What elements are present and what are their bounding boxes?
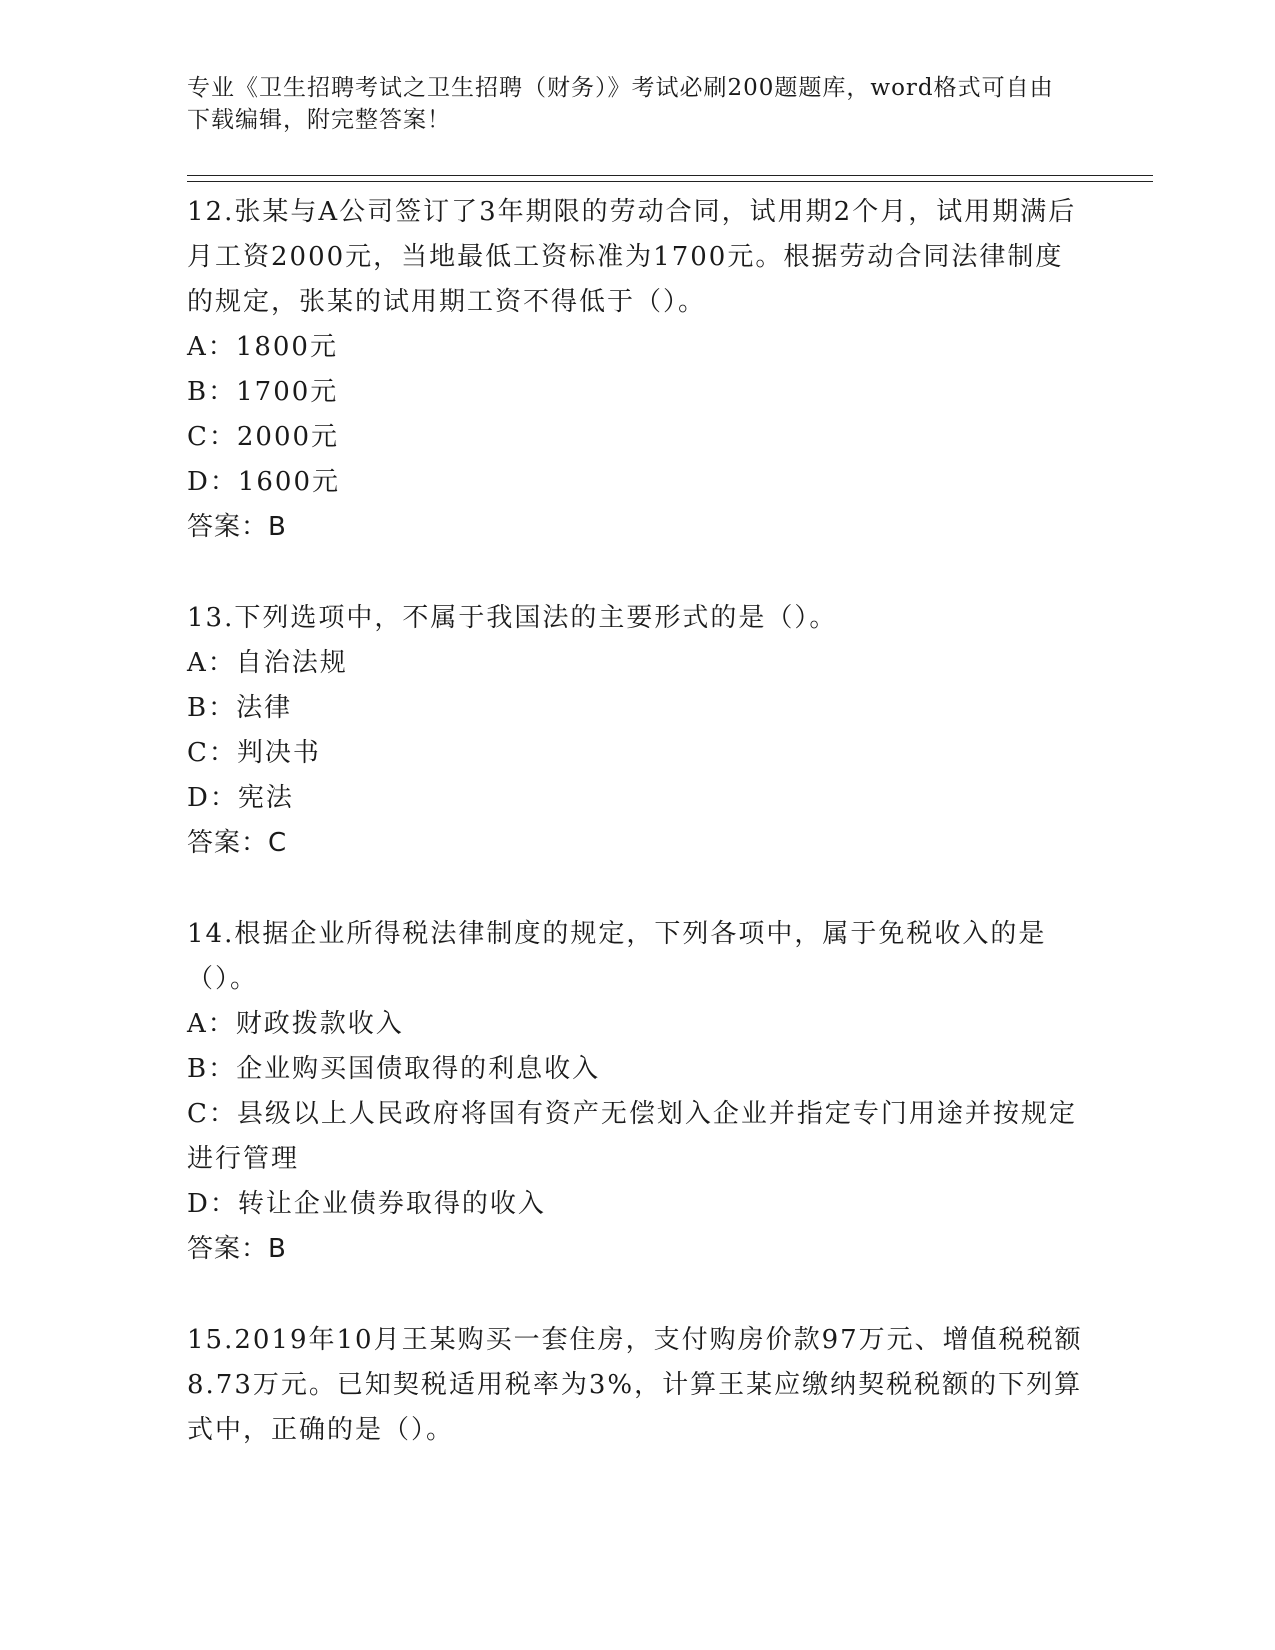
option-b: B：法律	[187, 693, 293, 723]
option-c: C：县级以上人民政府将国有资产无偿划入企业并指定专门用途并按规定进行管理	[187, 1099, 1077, 1174]
option-d: D：宪法	[187, 783, 294, 813]
question-stem: 12.张某与A公司签订了3年期限的劳动合同，试用期2个月，试用期满后月工资2000元，当地最低工资标准为1700元。根据劳动合同法律制度的规定，张某的试用期工资不得低于（）。	[187, 197, 1077, 317]
header-divider-bottom	[187, 181, 1153, 182]
option-b: B：1700元	[187, 377, 339, 407]
question-12	[187, 190, 1087, 550]
answer-line: 答案：B	[187, 512, 287, 542]
option-c: C：判决书	[187, 738, 321, 768]
document-header: 专业《卫生招聘考试之卫生招聘（财务）》考试必刷200题题库，word格式可自由下载编辑，附完整答案！	[187, 75, 1054, 133]
question-stem: 15.2019年10月王某购买一套住房，支付购房价款97万元、增值税税额8.73万元。已知契税适用税率为3%，计算王某应缴纳契税税额的下列算式中，正确的是（）。	[187, 1325, 1083, 1445]
answer-line: 答案：B	[187, 1234, 287, 1264]
question-15	[187, 1318, 1087, 1453]
option-a: A：1800元	[187, 332, 338, 362]
header-divider-top	[187, 175, 1153, 176]
answer-line: 答案：C	[187, 828, 288, 858]
question-14	[187, 912, 1087, 1272]
question-stem: 14.根据企业所得税法律制度的规定，下列各项中，属于免税收入的是（）。	[187, 919, 1047, 994]
question-list	[187, 190, 1087, 1499]
option-a: A：自治法规	[187, 648, 348, 678]
option-a: A：财政拨款收入	[187, 1009, 404, 1039]
option-d: D：1600元	[187, 467, 341, 497]
question-13	[187, 596, 1087, 866]
option-b: B：企业购买国债取得的利息收入	[187, 1054, 601, 1084]
option-c: C：2000元	[187, 422, 340, 452]
question-stem: 13.下列选项中，不属于我国法的主要形式的是（）。	[187, 603, 838, 633]
option-d: D：转让企业债券取得的收入	[187, 1189, 546, 1219]
